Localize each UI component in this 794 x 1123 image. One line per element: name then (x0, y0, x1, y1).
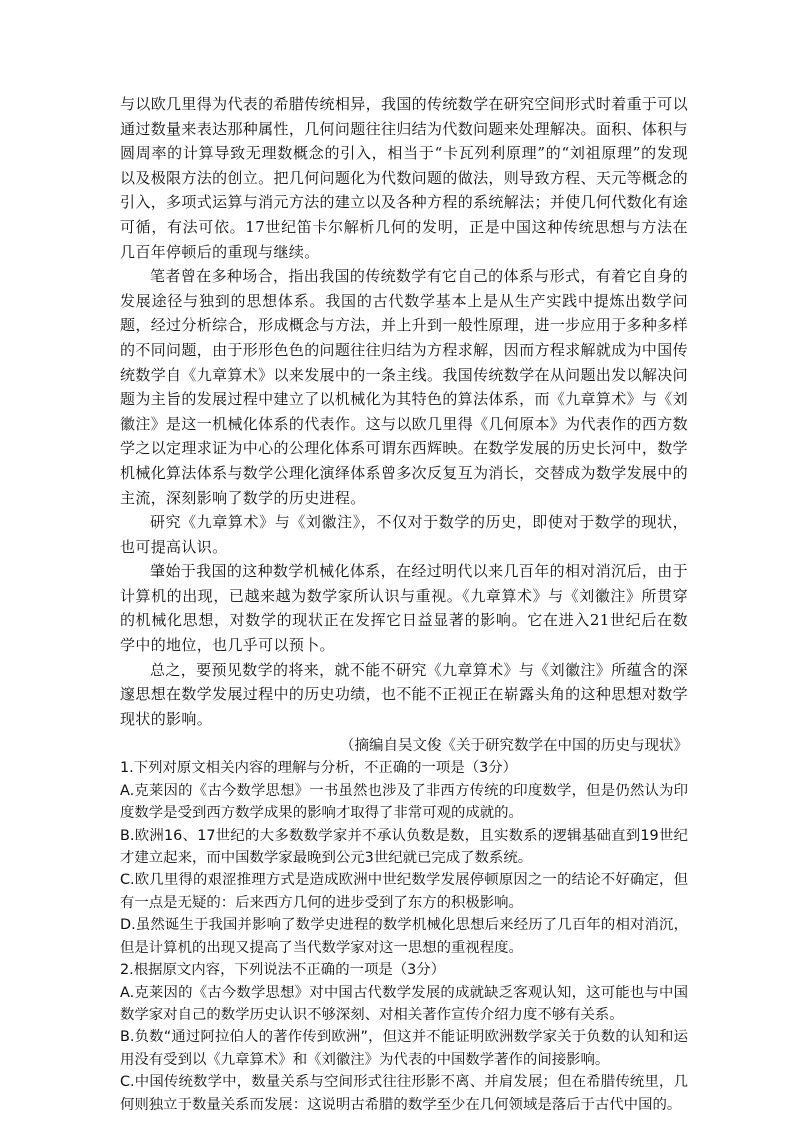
answer-option: A.克莱因的《古今数学思想》一书虽然也涉及了非西方传统的印度数学，但是仍然认为印度数学是受到西方数学成果的影响才取得了非常可观的成就的。 (120, 782, 688, 822)
question-item (120, 959, 688, 1116)
answer-option: B.负数“通过阿拉伯人的著作传到欧洲”，但这并不能证明欧洲数学家关于负数的认知和运用没有受到以《九章算术》和《刘徽注》为代表的中国数学著作的间接影响。 (120, 1029, 688, 1068)
question-stem: 1.下列对原文相关内容的理解与分析，不正确的一项是（3分） (120, 760, 518, 777)
article-paragraph: 肇始于我国的这种数学机械化体系，在经过明代以来几百年的相对消沉后，由于计算机的出现，已越来越为数学家所认识与重视。《九章算术》与《刘徽注》所贯穿的机械化思想，对数学的现状正在发挥它日益显著的影响。它在进入21世纪后在数学中的地位，也几乎可以预卜。 (120, 562, 688, 655)
document-page (120, 92, 688, 1116)
article-paragraph: 与以欧几里得为代表的希腊传统相异，我国的传统数学在研究空间形式时着重于可以通过数量来表达那种属性，几何问题往往归结为代数问题来处理解决。面积、体积与圆周率的计算导致无理数概念的引入，相当于“卡瓦列利原理”的“刘祖原理”的发现以及极限方法的创立。把几何问题化为代数问题的做法，则导致方程、天元等概念的引入，多项式运算与消元方法的建立以及各种方程的系统解法；并使几何代数化有途可循，有法可依。17世纪笛卡尔解析几何的发明，正是中国这种传统思想与方法在几百年停顿后的重现与继续。 (120, 95, 688, 261)
question-item (120, 757, 688, 959)
article-body (120, 92, 688, 731)
article-paragraph: 总之，要预见数学的将来，就不能不研究《九章算术》与《刘徽注》所蕴含的深邃思想在数学发展过程中的历史功绩，也不能不正视正在崭露头角的这种思想对数学现状的影响。 (120, 660, 688, 728)
answer-option: C.中国传统数学中，数量关系与空间形式往往形影不离、并肩发展；但在希腊传统里，几何则独立于数量关系而发展：这说明古希腊的数学至少在几何领域是落后于古代中国的。 (120, 1074, 688, 1113)
answer-option: D.虽然诞生于我国并影响了数学史进程的数学机械化思想后来经历了几百年的相对消沉，但是计算机的出现又提高了当代数学家对这一思想的重视程度。 (120, 917, 688, 956)
answer-option: B.欧洲16、17世纪的大多数数学家并不承认负数是数，且实数系的逻辑基础直到19世纪才建立起来，而中国数学家最晚到公元3世纪就已完成了数系统。 (120, 827, 688, 867)
article-paragraph: 研究《九章算术》与《刘徽注》，不仅对于数学的历史，即使对于数学的现状，也可提高认识。 (120, 513, 688, 556)
article-paragraph: 笔者曾在多种场合，指出我国的传统数学有它自己的体系与形式，有着它自身的发展途径与独到的思想体系。我国的古代数学基本上是从生产实践中提炼出数学问题，经过分析综合，形成概念与方法，并上升到一般性原理，进一步应用于多种多样的不同问题，由于形形色色的问题往往归结为方程求解，因而方程求解就成为中国传统数学自《九章算术》以来发展中的一条主线。我国传统数学在从问题出发以解决问题为主旨的发展过程中建立了以机械化为其特色的算法体系，而《九章算术》与《刘徽注》是这一机械化体系的代表作。这与以欧几里得《几何原本》为代表作的西方数学之以定理求证为中心的公理化体系可谓东西辉映。在数学发展的历史长河中，数学机械化算法体系与数学公理化演绎体系曾多次反复互为消长，交替成为数学发展中的主流，深刻影响了数学的历史进程。 (120, 267, 688, 507)
answer-option: A.克莱因的《古今数学思想》对中国古代数学发展的成就缺乏客观认知，这可能也与中国数学家对自己的数学历史认识不够深刻、对相关著作宣传介绍力度不够有关系。 (120, 984, 688, 1023)
answer-option: C.欧几里得的艰涩推理方式是造成欧洲中世纪数学发展停顿原因之一的结论不好确定，但有一点是无疑的：后来西方几何的进步受到了东方的积极影响。 (120, 872, 688, 911)
question-section (120, 757, 688, 1116)
question-stem: 2.根据原文内容，下列说法不正确的一项是（3分） (120, 962, 446, 979)
source-citation: （摘编自吴文俊《关于研究数学在中国的历史与现状》 (340, 738, 688, 755)
